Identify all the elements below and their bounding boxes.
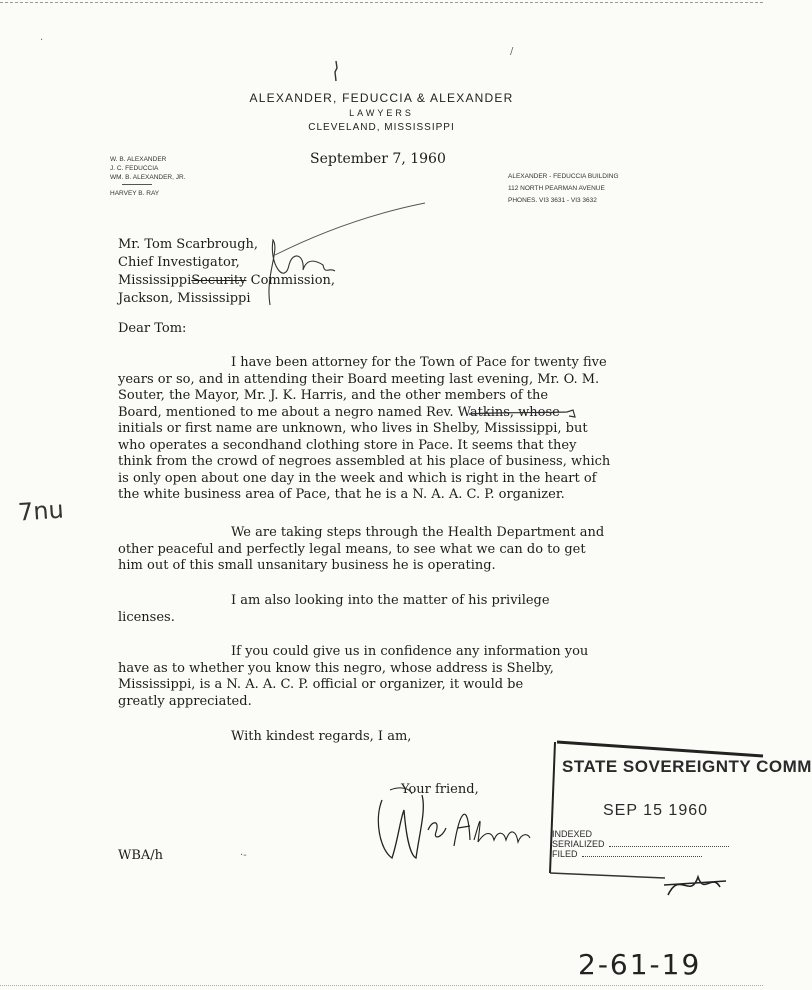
partner-name: W. B. ALEXANDER [110, 156, 167, 163]
text-line: licenses. [118, 609, 175, 625]
letterhead-profession: LAWYERS [349, 108, 414, 118]
text-line: We are taking steps through the Health Department and [231, 525, 605, 540]
office-phones: PHONES. VI3 3631 - VI3 3632 [508, 197, 597, 204]
pen-mark [330, 60, 342, 82]
file-number: 2-61-19 [578, 948, 702, 981]
stamp-field-line [609, 846, 729, 847]
speck-mark: · [40, 35, 44, 46]
bottom-edge-mark [0, 985, 763, 986]
text-line: years or so, and in attending their Board meeting last evening, Mr. O. M. [118, 371, 600, 387]
addressee-org-part: Mississippi [118, 273, 192, 288]
letter-date: September 7, 1960 [310, 151, 446, 167]
text-line: him out of this small unsanitary business he is operating. [118, 558, 496, 573]
office-building: ALEXANDER - FEDUCCIA BUILDING [508, 173, 619, 180]
addressee-name: Mr. Tom Scarbrough, [118, 237, 259, 252]
addressee-organization [118, 272, 335, 290]
text-line: Mississippi, is a N. A. A. C. P. official or organizer, it would be [118, 677, 524, 692]
stamp-field-label: INDEXED [552, 829, 593, 839]
handwritten-underline [467, 409, 577, 419]
text-line: If you could give us in confidence any information you [231, 644, 589, 659]
speck-mark: ·- [240, 850, 247, 861]
stamp-field-row [552, 849, 729, 859]
stamp-field-label: SERIALIZED [552, 839, 605, 849]
stamp-field-line [582, 856, 702, 857]
text-line: Board, mentioned to me about a negro named Rev. Watkins, whose [118, 404, 560, 420]
text-line: the white business area of Pace, that he is a N. A. A. C. P. organizer. [118, 487, 565, 502]
text-line: is only open about one day in the week and which is right in the heart of [118, 470, 597, 486]
text-line: have as to whether you know this negro, whose address is Shelby, [118, 660, 554, 676]
office-address [508, 171, 619, 207]
addressee-block [118, 236, 335, 308]
stamp-field-label: FILED [552, 849, 578, 859]
text-line: I have been attorney for the Town of Pace for twenty five [231, 355, 607, 370]
stamp-field-row [552, 839, 729, 849]
typist-initials: WBA/h [118, 848, 164, 863]
signature [370, 780, 550, 870]
text-line: greatly appreciated. [118, 693, 252, 709]
partner-name: WM. B. ALEXANDER, JR. [110, 174, 186, 181]
letterhead-city: CLEVELAND, MISSISSIPPI [308, 122, 455, 133]
paragraph-3 [118, 593, 693, 626]
closing-line: With kindest regards, I am, [231, 729, 412, 744]
margin-handwriting: 7nu [17, 495, 65, 527]
text-line: other peaceful and perfectly legal means, to see what we can do to get [118, 541, 586, 557]
speck-mark: / [510, 46, 514, 57]
top-edge-mark [0, 2, 763, 3]
partner-divider [122, 184, 152, 185]
text-line: Souter, the Mayor, Mr. J. K. Harris, and the other members of the [118, 388, 549, 403]
addressee-title: Chief Investigator, [118, 255, 240, 270]
text-line: I am also looking into the matter of his privilege [231, 593, 550, 608]
letterhead-firm: ALEXANDER, FEDUCCIA & ALEXANDER [249, 91, 514, 105]
paragraph-2 [118, 525, 693, 575]
stamp-title: STATE SOVEREIGNTY COMM [562, 757, 812, 776]
stamp-fields [552, 829, 729, 859]
office-street: 112 NORTH PEARMAN AVENUE [508, 185, 605, 192]
paragraph-1 [118, 355, 693, 504]
stamp-field-row [552, 829, 729, 839]
addressee-city: Jackson, Mississippi [118, 291, 251, 306]
partner-name: J. C. FEDUCCIA [110, 165, 159, 172]
struck-word: Security [191, 273, 247, 288]
stamp-date: SEP 15 1960 [603, 802, 709, 819]
text-line: initials or first name are unknown, who lives in Shelby, Mississippi, but [118, 421, 588, 436]
text-line: think from the crowd of negroes assembled at his place of business, which [118, 454, 611, 469]
paragraph-4 [118, 644, 693, 710]
partner-list [110, 155, 186, 198]
partner-name: HARVEY B. RAY [110, 190, 160, 197]
addressee-org-part: Commission, [246, 273, 336, 288]
valediction: Your friend, [401, 782, 479, 797]
salutation: Dear Tom: [118, 321, 187, 336]
text-line: who operates a secondhand clothing store in Pace. It seems that they [118, 437, 577, 453]
handwritten-mark [660, 865, 730, 905]
